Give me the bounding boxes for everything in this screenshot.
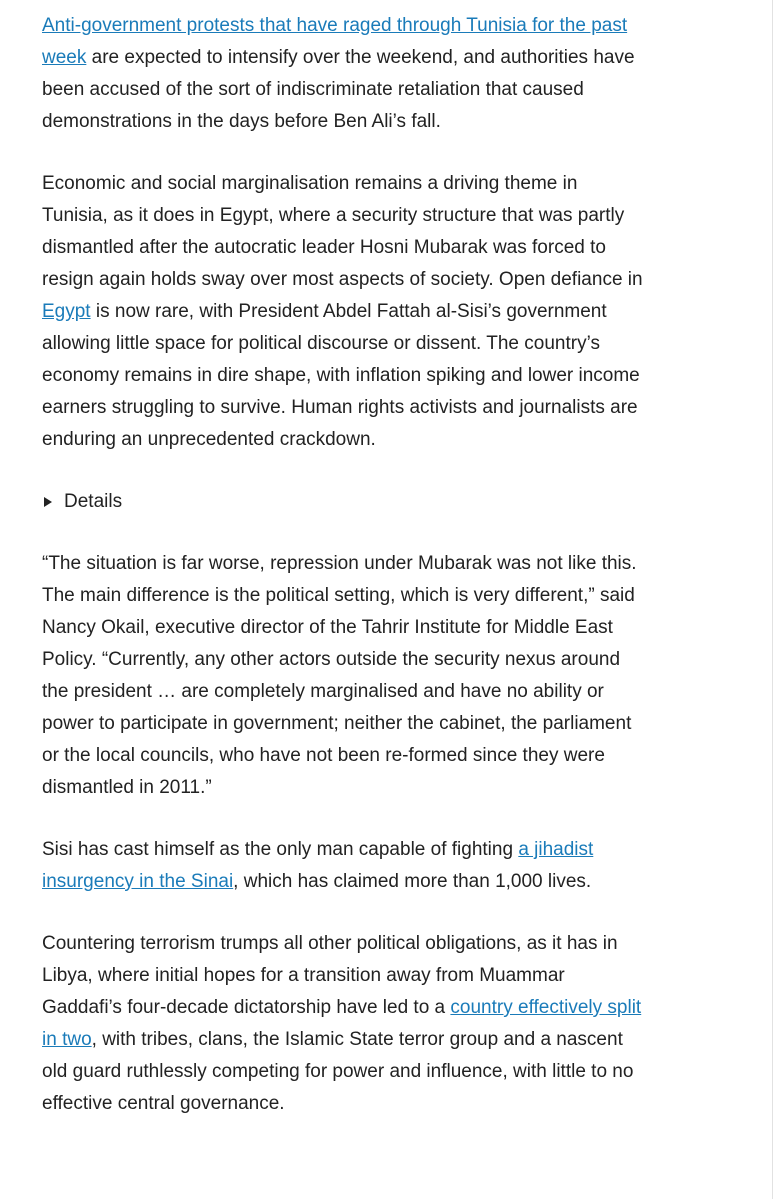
link-egypt[interactable]: Egypt [42,301,91,322]
details-toggle[interactable] [42,486,647,518]
article-body [42,10,647,1150]
paragraph-economic-marginalisation [42,168,647,456]
paragraph-text: , which has claimed more than 1,000 lives. [233,871,592,892]
paragraph-text: Economic and social marginalisation remains a driving theme in Tunisia, as it does in Egypt, where a security structure that was partly dismantled after the autocratic leader Hosni Mubarak was forced to resign again holds sway over most aspects of society. Open defiance in [42,173,643,290]
paragraph-text: , with tribes, clans, the Islamic State terror group and a nascent old guard ruthlessly competing for power and influence, with little to no effective central governance. [42,1029,634,1114]
link-tunisia-protests[interactable]: Anti-government protests that have raged through Tunisia for the past week [42,15,628,68]
details-label: Details [64,491,123,512]
paragraph-okail-quote [42,548,647,804]
paragraph-text: is now rare, with President Abdel Fattah al-Sisi’s government allowing little space for political discourse or dissent. The country’s economy remains in dire shape, with inflation spiking and lower income earners struggling to survive. Human rights activists and journalists are enduring an unprecedented crackdown. [42,301,640,450]
paragraph-text: Sisi has cast himself as the only man capable of fighting [42,839,519,860]
paragraph-sisi-sinai [42,834,647,898]
paragraph-libya [42,928,647,1120]
link-country-split-in-two[interactable]: country effectively split in two [42,997,642,1050]
paragraph-text: Countering terrorism trumps all other political obligations, as it has in Libya, where initial hopes for a transition away from Muammar Gaddafi’s four-decade dictatorship have led to a [42,933,618,1018]
triangle-right-icon [44,497,52,507]
link-jihadist-insurgency-sinai[interactable]: a jihadist insurgency in the Sinai [42,839,594,892]
paragraph-text: are expected to intensify over the weekend, and authorities have been accused of the sort of indiscriminate retaliation that caused demonstrations in the days before Ben Ali’s fall. [42,47,635,132]
paragraph-tunisia-protests [42,10,647,138]
paragraph-text: “The situation is far worse, repression under Mubarak was not like this. The main difference is the political setting, which is very different,” said Nancy Okail, executive director of the Tahrir Institute for Middle East Policy. “Currently, any other actors outside the security nexus around the president … are completely marginalised and have no ability or power to participate in government; neither the cabinet, the parliament or the local councils, who have not been re-formed since they were dismantled in 2011.” [42,553,637,798]
